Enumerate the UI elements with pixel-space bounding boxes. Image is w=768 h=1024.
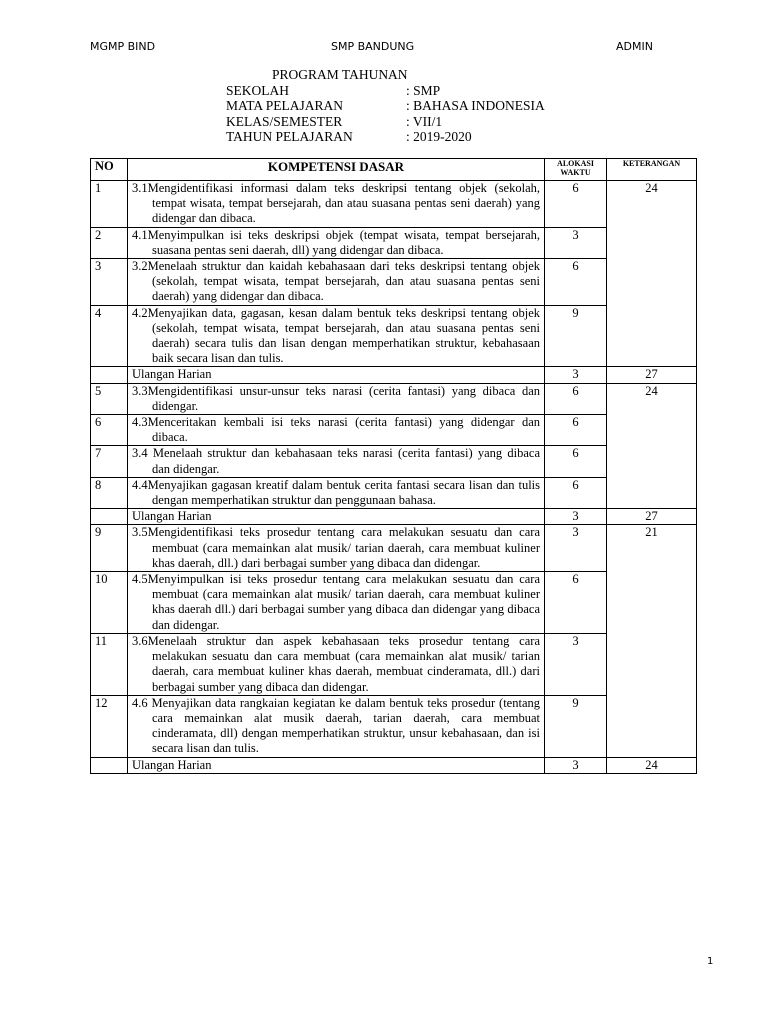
ulangan-harian-row — [91, 509, 697, 525]
document-title-block — [226, 67, 545, 145]
keterangan-total: 24 — [607, 383, 697, 509]
table-row — [91, 259, 697, 306]
kd-cell — [128, 525, 545, 572]
table-row — [91, 446, 697, 477]
kd-cell — [128, 305, 545, 367]
page-number: 1 — [707, 956, 714, 967]
alokasi-waktu: 6 — [545, 572, 607, 634]
table-row — [91, 477, 697, 508]
ulangan-harian-row — [91, 367, 697, 383]
table-row — [91, 305, 697, 367]
info-row-mapel — [226, 98, 545, 114]
kd-cell — [128, 633, 545, 695]
alokasi-waktu: 6 — [545, 446, 607, 477]
row-number: 1 — [91, 181, 128, 228]
ulangan-harian-keterangan: 24 — [607, 757, 697, 773]
kd-cell — [128, 181, 545, 228]
ulangan-harian-label: Ulangan Harian — [128, 367, 545, 383]
info-row-kelas — [226, 114, 545, 130]
row-number: 10 — [91, 572, 128, 634]
alokasi-waktu: 9 — [545, 305, 607, 367]
header-center: SMP BANDUNG — [331, 40, 415, 53]
table-row — [91, 525, 697, 572]
header-right: ADMIN — [616, 40, 653, 53]
empty-cell — [91, 367, 128, 383]
table-row — [91, 181, 697, 228]
alokasi-waktu: 6 — [545, 477, 607, 508]
keterangan-total: 24 — [607, 181, 697, 367]
ulangan-harian-label: Ulangan Harian — [128, 757, 545, 773]
alokasi-waktu: 3 — [545, 227, 607, 258]
info-key: SEKOLAH — [226, 82, 289, 98]
ulangan-harian-waktu: 3 — [545, 367, 607, 383]
kd-text: 3.2Menelaah struktur dan kaidah kebahasaan dari teks deskripsi tentang objek (sekolah, tempat wisata, tempat bersejarah, dan atau suasana pentas seni daerah) yang didengar dan dibaca. — [132, 259, 540, 304]
kd-text: 4.2Menyajikan data, gagasan, kesan dalam bentuk teks deskripsi tentang objek (sekolah, tempat wisata, tempat bersejarah, dan atau suasana pentas seni daerah) secara tulis dan lisan dengan memperhatikan struktur, kebahasaan baik secara lisan dan tulis. — [132, 305, 540, 366]
table-row — [91, 695, 697, 757]
kd-cell — [128, 572, 545, 634]
kd-text: 4.6 Menyajikan data rangkaian kegiatan ke dalam bentuk teks prosedur (tentang cara memainkan alat musik daerah, tarian daerah, cara membuat cinderamata, dll) dengan memperhatikan struktur, unsur kebahasaan, dan isi secara lisan dan tulis. — [132, 695, 540, 756]
alokasi-waktu: 6 — [545, 181, 607, 228]
ulangan-harian-keterangan: 27 — [607, 367, 697, 383]
row-number: 3 — [91, 259, 128, 306]
kd-text: 4.3Menceritakan kembali isi teks narasi (cerita fantasi) yang didengar dan dibaca. — [132, 415, 540, 445]
kd-cell — [128, 383, 545, 414]
info-row-sekolah — [226, 83, 545, 99]
column-header-kompetensi-dasar: KOMPETENSI DASAR — [128, 159, 545, 181]
row-number: 7 — [91, 446, 128, 477]
kd-text: 3.1Mengidentifikasi informasi dalam teks deskripsi tentang objek (sekolah, tempat wisata, tempat bersejarah, dan atau suasana pentas seni daerah) yang didengar dan dibaca. — [132, 181, 540, 226]
kd-cell — [128, 477, 545, 508]
info-key: MATA PELAJARAN — [226, 98, 344, 113]
alokasi-waktu: 3 — [545, 525, 607, 572]
alokasi-waktu: 6 — [545, 259, 607, 306]
kd-text: 3.3Mengidentifikasi unsur-unsur teks narasi (cerita fantasi) yang dibaca dan didengar. — [132, 383, 540, 413]
info-row-tahun — [226, 129, 545, 145]
kd-cell — [128, 415, 545, 446]
kd-cell — [128, 446, 545, 477]
row-number: 2 — [91, 227, 128, 258]
program-table — [90, 158, 697, 774]
column-header-alokasi-waktu: ALOKASI WAKTU — [545, 159, 607, 181]
info-key: KELAS/SEMESTER — [226, 113, 343, 129]
table-row — [91, 572, 697, 634]
kd-text: 4.5Menyimpulkan isi teks prosedur tentang cara melakukan sesuatu dan cara membuat (cara memainkan alat musik/ tarian daerah, cara membuat kuliner khas daerah dll.) dari berbagai sumber yang dibaca dan didengar yang dibaca dan didengar. — [132, 572, 540, 632]
document-title: PROGRAM TAHUNAN — [272, 67, 408, 82]
kd-text: 4.1Menyimpulkan isi teks deskripsi objek (tempat wisata, tempat bersejarah, suasana pentas seni daerah, dll) yang didengar dan dibaca. — [132, 227, 540, 257]
row-number: 11 — [91, 633, 128, 695]
kd-text: 3.6Menelaah struktur dan aspek kebahasaan teks prosedur tentang cara melakukan sesuatu dan cara membuat (cara memainkan alat musik/ tarian daerah, cara membuat kuliner khas daerah, membuat cinderamata, dll.) dari berbagai sumber yang dibaca dan didengar. — [132, 633, 540, 694]
kd-cell — [128, 259, 545, 306]
ulangan-harian-row — [91, 757, 697, 773]
table-row — [91, 415, 697, 446]
kd-text: 4.4Menyajikan gagasan kreatif dalam bentuk cerita fantasi secara lisan dan tulis dengan memperhatikan struktur dan penggunaan bahasa. — [132, 477, 540, 508]
column-header-keterangan: KETERANGAN — [607, 159, 697, 181]
info-value: : 2019-2020 — [406, 129, 472, 144]
kd-cell — [128, 695, 545, 757]
ulangan-harian-waktu: 3 — [545, 509, 607, 525]
info-value: : BAHASA INDONESIA — [406, 98, 545, 113]
row-number: 5 — [91, 383, 128, 414]
kd-text: 3.4 Menelaah struktur dan kebahasaan teks narasi (cerita fantasi) yang dibaca dan didengar. — [132, 446, 540, 476]
row-number: 12 — [91, 695, 128, 757]
alokasi-waktu: 6 — [545, 383, 607, 414]
info-value: : VII/1 — [406, 113, 443, 129]
alokasi-waktu: 3 — [545, 633, 607, 695]
alokasi-waktu: 9 — [545, 695, 607, 757]
info-value: : SMP — [406, 82, 441, 98]
row-number: 4 — [91, 305, 128, 367]
empty-cell — [91, 509, 128, 525]
kd-cell — [128, 227, 545, 258]
alokasi-waktu: 6 — [545, 415, 607, 446]
ulangan-harian-waktu: 3 — [545, 757, 607, 773]
keterangan-total: 21 — [607, 525, 697, 757]
ulangan-harian-keterangan: 27 — [607, 509, 697, 525]
table-row — [91, 633, 697, 695]
row-number: 6 — [91, 415, 128, 446]
column-header-no: NO — [91, 159, 128, 181]
empty-cell — [91, 757, 128, 773]
ulangan-harian-label: Ulangan Harian — [128, 509, 545, 525]
kd-text: 3.5Mengidentifikasi teks prosedur tentang cara melakukan sesuatu dan cara membuat (cara memainkan alat musik/ tarian daerah, cara membuat kuliner khas daerah, dll.) dari berbagai sumber yang dibaca dan didengar. — [132, 525, 540, 570]
row-number: 8 — [91, 477, 128, 508]
info-key: TAHUN PELAJARAN — [226, 129, 353, 144]
header-left: MGMP BIND — [90, 40, 156, 53]
table-row — [91, 227, 697, 258]
row-number: 9 — [91, 525, 128, 572]
table-row — [91, 383, 697, 414]
